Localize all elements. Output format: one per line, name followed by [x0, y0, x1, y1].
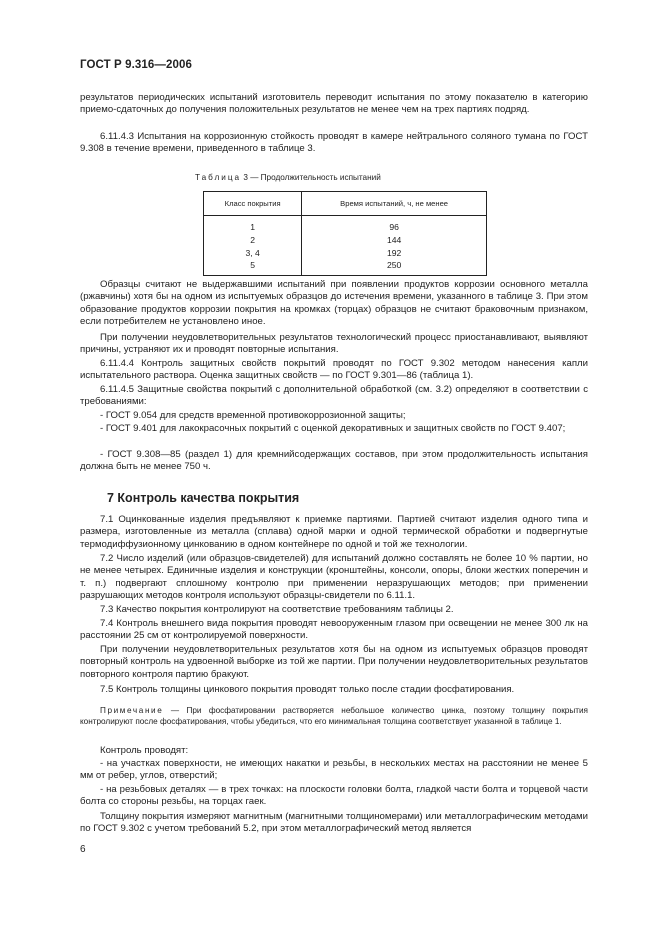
- table-caption: [195, 173, 381, 182]
- paragraph-failed-samples: Образцы считают не выдержавшими испытаний при появлении продуктов коррозии основного металла (ржавчины) хотя бы на одном из испытуемых образцов до истечения времени, указанного в таблице 3. При этом образование продуктов коррозии покрытия на кромках (торцах) образцов не считают браковочным признаком, если потребителем не установлено иное.: [80, 279, 588, 328]
- table-cell-time: 144: [302, 235, 487, 248]
- table-cell-time: 96: [302, 216, 487, 235]
- note-text: — При фосфатировании растворяется небольшое количество цинка, поэтому толщину покрытия контролируют после фосфатирования, чтобы убедиться, что его минимальная толщина соответствует указанной в таблице 1.: [80, 706, 588, 726]
- paragraph-6-11-4-3: 6.11.4.3 Испытания на коррозионную стойкость проводят в камере нейтрального соляного тумана по ГОСТ 9.308 в течение времени, приведенного в таблице 3.: [80, 131, 588, 155]
- section-7-title: 7 Контроль качества покрытия: [107, 491, 300, 505]
- list-item: - на участках поверхности, не имеющих накатки и резьбы, в нескольких местах на расстоянии не менее 5 мм от ребер, углов, отверстий;: [80, 758, 588, 782]
- control-intro: Контроль проводят:: [100, 745, 189, 756]
- paragraph-6-11-4-5: 6.11.4.5 Защитные свойства покрытий с дополнительной обработкой (см. 3.2) определяют в соответствии с требованиями:: [80, 384, 588, 408]
- list-item: - на резьбовых деталях — в трех точках: на плоскости головки болта, гладкой части болта и торцевой части болта со стороны резьбы, на торцах гаек.: [80, 784, 588, 808]
- table-row: [204, 260, 487, 275]
- list-item: - ГОСТ 9.308—85 (раздел 1) для кремнийсодержащих составов, при этом продолжительность испытания должна быть не менее 750 ч.: [80, 449, 588, 473]
- table-cell-class: 5: [204, 260, 302, 275]
- table-row: [204, 216, 487, 235]
- paragraph-7-4-repeat: При получении неудовлетворительных результатов хотя бы на одном из испытуемых образцов проводят повторный контроль на удвоенной выборке из той же партии. При получении неудовлетворительных результатов повторного контроля партию бракуют.: [80, 644, 588, 680]
- paragraph-thickness-measurement: Толщину покрытия измеряют магнитным (магнитными толщиномерами) или металлографическим методами по ГОСТ 9.302 с учетом требований 5.2, при этом металлографический метод является: [80, 811, 588, 835]
- page-number: 6: [80, 844, 86, 855]
- table-caption-prefix: Таблица: [195, 173, 242, 182]
- test-duration-table: [203, 191, 487, 276]
- paragraph-6-11-4-4: 6.11.4.4 Контроль защитных свойств покрытий проводят по ГОСТ 9.302 методом нанесения капли испытательного раствора. Оценка защитных свойств — по ГОСТ 9.301—86 (таблица 1).: [80, 358, 588, 382]
- document-header: ГОСТ Р 9.316—2006: [80, 59, 192, 71]
- table-cell-time: 192: [302, 248, 487, 261]
- list-item: - ГОСТ 9.054 для средств временной противокоррозионной защиты;: [100, 410, 406, 421]
- table-cell-class: 3, 4: [204, 248, 302, 261]
- paragraph-7-5: 7.5 Контроль толщины цинкового покрытия проводят только после стадии фосфатирования.: [100, 684, 515, 695]
- list-item: - ГОСТ 9.401 для лакокрасочных покрытий с оценкой декоративных и защитных свойств по ГОСТ 9.407;: [100, 423, 566, 434]
- table-header-test-time: Время испытаний, ч, не менее: [302, 192, 487, 216]
- table-cell-class: 1: [204, 216, 302, 235]
- note-label: Примечание: [100, 706, 164, 715]
- paragraph-7-4: 7.4 Контроль внешнего вида покрытия проводят невооруженным глазом при освещении не менее 300 лк на расстоянии 25 см от контролируемой поверхности.: [80, 618, 588, 642]
- paragraph-7-1: 7.1 Оцинкованные изделия предъявляют к приемке партиями. Партией считают изделия одного типа и размера, изготовленные из металла (сплава) одной марки и одной термической обработки и подвергнутые термодиффузионному цинкованию в одном контейнере по одной и той же технологии.: [80, 514, 588, 550]
- table-cell-class: 2: [204, 235, 302, 248]
- paragraph-7-3: 7.3 Качество покрытия контролируют на соответствие требованиям таблицы 2.: [100, 604, 454, 615]
- table-caption-text: 3 — Продолжительность испытаний: [241, 173, 381, 182]
- paragraph-periodic-tests: результатов периодических испытаний изготовитель переводит испытания по этому показателю в категорию приемо-сдаточных до получения положительных результатов не менее чем на трех партиях подряд.: [80, 92, 588, 116]
- table-cell-time: 250: [302, 260, 487, 275]
- table-header-coating-class: Класс покрытия: [204, 192, 302, 216]
- note: [80, 706, 588, 727]
- table-row: [204, 235, 487, 248]
- paragraph-unsatisfactory-results: При получении неудовлетворительных результатов технологический процесс приостанавливают, выявляют причины, устраняют их и проводят повторные испытания.: [80, 332, 588, 356]
- table-row: [204, 248, 487, 261]
- paragraph-7-2: 7.2 Число изделий (или образцов-свидетелей) для испытаний должно составлять не более 10 % партии, но не менее четырех. Единичные изделия и конструкции (кронштейны, консоли, опоры, блоки жестких поперечин и т. п.) подвергают сплошному контролю при применении неразрушающих методов; при применении разрушающих методов контроля используют образцы-свидетели по 6.11.1.: [80, 553, 588, 602]
